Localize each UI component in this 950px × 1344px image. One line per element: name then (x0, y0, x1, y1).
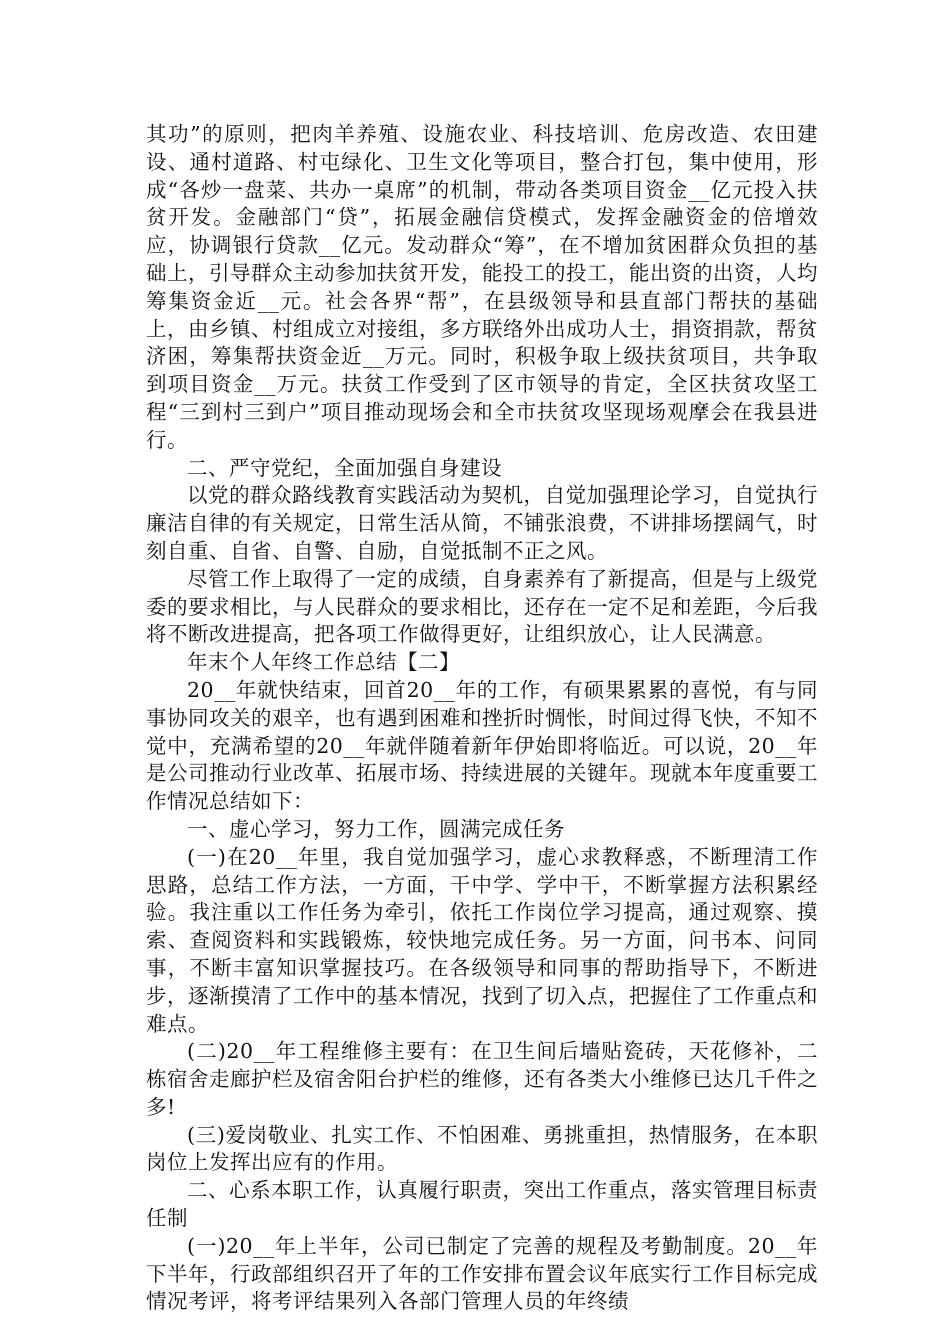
document-page (146, 121, 818, 1316)
paragraph-self-discipline: 以党的群众路线教育实践活动为契机，自觉加强理论学习，自觉执行廉洁自律的有关规定，日常生活从简，不铺张浪费，不讲排场摆阔气，时刻自重、自省、自警、自励，自觉抵制不正之风。 (146, 483, 818, 563)
paragraph-shortcomings: 尽管工作上取得了一定的成绩，自身素养有了新提高，但是与上级党委的要求相比，与人民群众的要求相比，还存在一定不足和差距，今后我将不断改进提高，把各项工作做得更好，让组织放心，让人民满意。 (146, 566, 818, 647)
heading-study-work: 一、虚心学习，努力工作，圆满完成任务 (187, 816, 565, 841)
paragraph-item-two: (二)20__年工程维修主要有：在卫生间后墙贴瓷砖，天花修补，二栋宿舍走廊护栏及宿舍阳台护栏的维修，还有各类大小维修已达几千件之多! (146, 1039, 818, 1119)
heading-party-discipline: 二、严守党纪，全面加强自身建设 (187, 455, 502, 480)
paragraph-rules-assessment: (一)20__年上半年，公司已制定了完善的规程及考勤制度。20__年下半年，行政部组织召开了年的工作安排布置会议年底实行工作目标完成情况考评，将考评结果列入各部门管理人员的年终绩 (146, 1233, 818, 1314)
section-title-summary-two: 年末个人年终工作总结【二】 (187, 650, 460, 675)
heading-duties: 二、心系本职工作，认真履行职责，突出工作重点，落实管理目标责任制 (146, 1178, 818, 1231)
paragraph-item-three: (三)爱岗敬业、扎实工作、不怕困难、勇挑重担，热情服务，在本职岗位上发挥出应有的作用。 (146, 1122, 818, 1175)
paragraph-funding-sources: 其功”的原则，把肉羊养殖、设施农业、科技培训、危房改造、农田建设、通村道路、村屯绿化、卫生文化等项目，整合打包，集中使用，形成“各炒一盘菜、共办一桌席”的机制，带动各类项目资金__亿元投入扶贫开发。金融部门“贷”，拓展金融信贷模式，发挥金融资金的倍增效应，协调银行贷款__亿元。发动群众“筹”，在不增加贫困群众负担的基础上，引导群众主动参加扶贫开发，能投工的投工，能出资的出资，人均筹集资金近__元。社会各界“帮”，在县级领导和县直部门帮扶的基础上，由乡镇、村组成立对接组，多方联络外出成功人士，捐资捐款，帮贫济困，筹集帮扶资金近__万元。同时，积极争取上级扶贫项目，共争取到项目资金__万元。扶贫工作受到了区市领导的肯定，全区扶贫攻坚工程“三到村三到户”项目推动现场会和全市扶贫攻坚现场观摩会在我县进行。 (146, 122, 818, 452)
paragraph-year-review: 20__年就快结束，回首20__年的工作，有硕果累累的喜悦，有与同事协同攻关的艰辛，也有遇到困难和挫折时惆怅，时间过得飞快，不知不觉中，充满希望的20__年就伴随着新年伊始即将临近。可以说，20__年是公司推动行业改革、拓展市场、持续进展的关键年。现就本年度重要工作情况总结如下： (146, 677, 818, 814)
paragraph-item-one: (一)在20__年里，我自觉加强学习，虚心求教释惑，不断理清工作思路，总结工作方法，一方面，干中学、学中干，不断掌握方法积累经验。我注重以工作任务为牵引，依托工作岗位学习提高，通过观察、摸索、查阅资料和实践锻炼，较快地完成任务。另一方面，问书本、问同事，不断丰富知识掌握技巧。在各级领导和同事的帮助指导下，不断进步，逐渐摸清了工作中的基本情况，找到了切入点，把握住了工作重点和难点。 (146, 844, 818, 1036)
